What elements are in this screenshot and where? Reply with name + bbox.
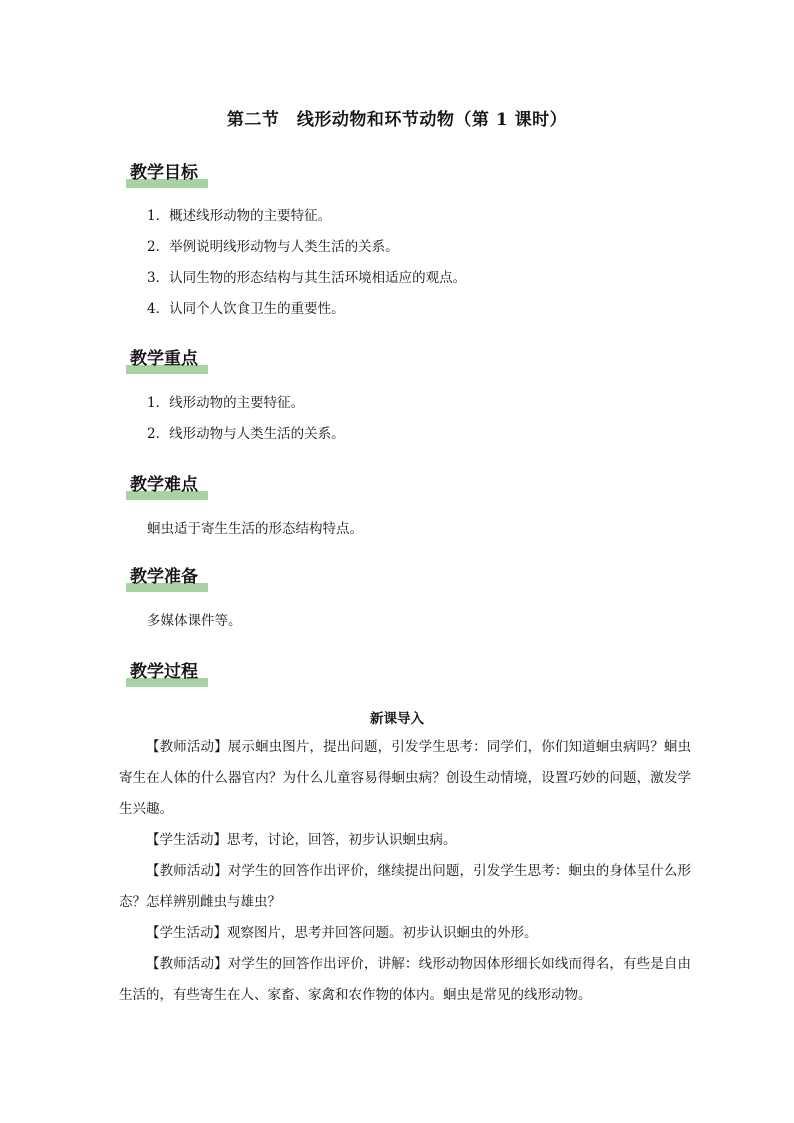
objective-item: 4．认同个人饮食卫生的重要性。 <box>147 301 345 317</box>
heading-text: 教学难点 <box>130 475 198 495</box>
document-title: 第二节 线形动物和环节动物（第 1 课时） <box>226 110 568 130</box>
process-paragraph: 【教师活动】对学生的回答作出评价，继续提出问题，引发学生思考：蛔虫的身体呈什么形态？怎样辨别雌虫与雄虫？ <box>119 863 691 910</box>
heading-text: 教学目标 <box>130 163 198 183</box>
key-point-item: 2．线形动物与人类生活的关系。 <box>147 426 345 442</box>
difficulty-text: 蛔虫适于寄生生活的形态结构特点。 <box>147 521 363 537</box>
preparation-text: 多媒体课件等。 <box>147 613 242 629</box>
heading-text: 教学过程 <box>130 662 198 682</box>
objective-item: 2．举例说明线形动物与人类生活的关系。 <box>147 239 399 255</box>
process-paragraph: 【教师活动】对学生的回答作出评价，讲解：线形动物因体形细长如线而得名，有些是自由生活的，有些寄生在人、家畜、家禽和农作物的体内。蛔虫是常见的线形动物。 <box>119 956 691 1003</box>
process-paragraph: 【学生活动】观察图片，思考并回答问题。初步认识蛔虫的外形。 <box>146 925 538 941</box>
process-subheading: 新课导入 <box>370 711 424 727</box>
objective-item: 3．认同生物的形态结构与其生活环境相适应的观点。 <box>147 270 467 286</box>
objective-item: 1．概述线形动物的主要特征。 <box>147 208 332 224</box>
process-paragraph: 【教师活动】展示蛔虫图片，提出问题，引发学生思考：同学们，你们知道蛔虫病吗？蛔虫寄生在人体的什么器官内？为什么儿童容易得蛔虫病？创设生动情境，设置巧妙的问题，激发学生兴趣。 <box>119 739 691 817</box>
heading-text: 教学重点 <box>130 349 198 369</box>
heading-text: 教学准备 <box>130 567 198 587</box>
key-point-item: 1．线形动物的主要特征。 <box>147 395 305 411</box>
process-paragraph: 【学生活动】思考，讨论，回答，初步认识蛔虫病。 <box>146 832 457 848</box>
